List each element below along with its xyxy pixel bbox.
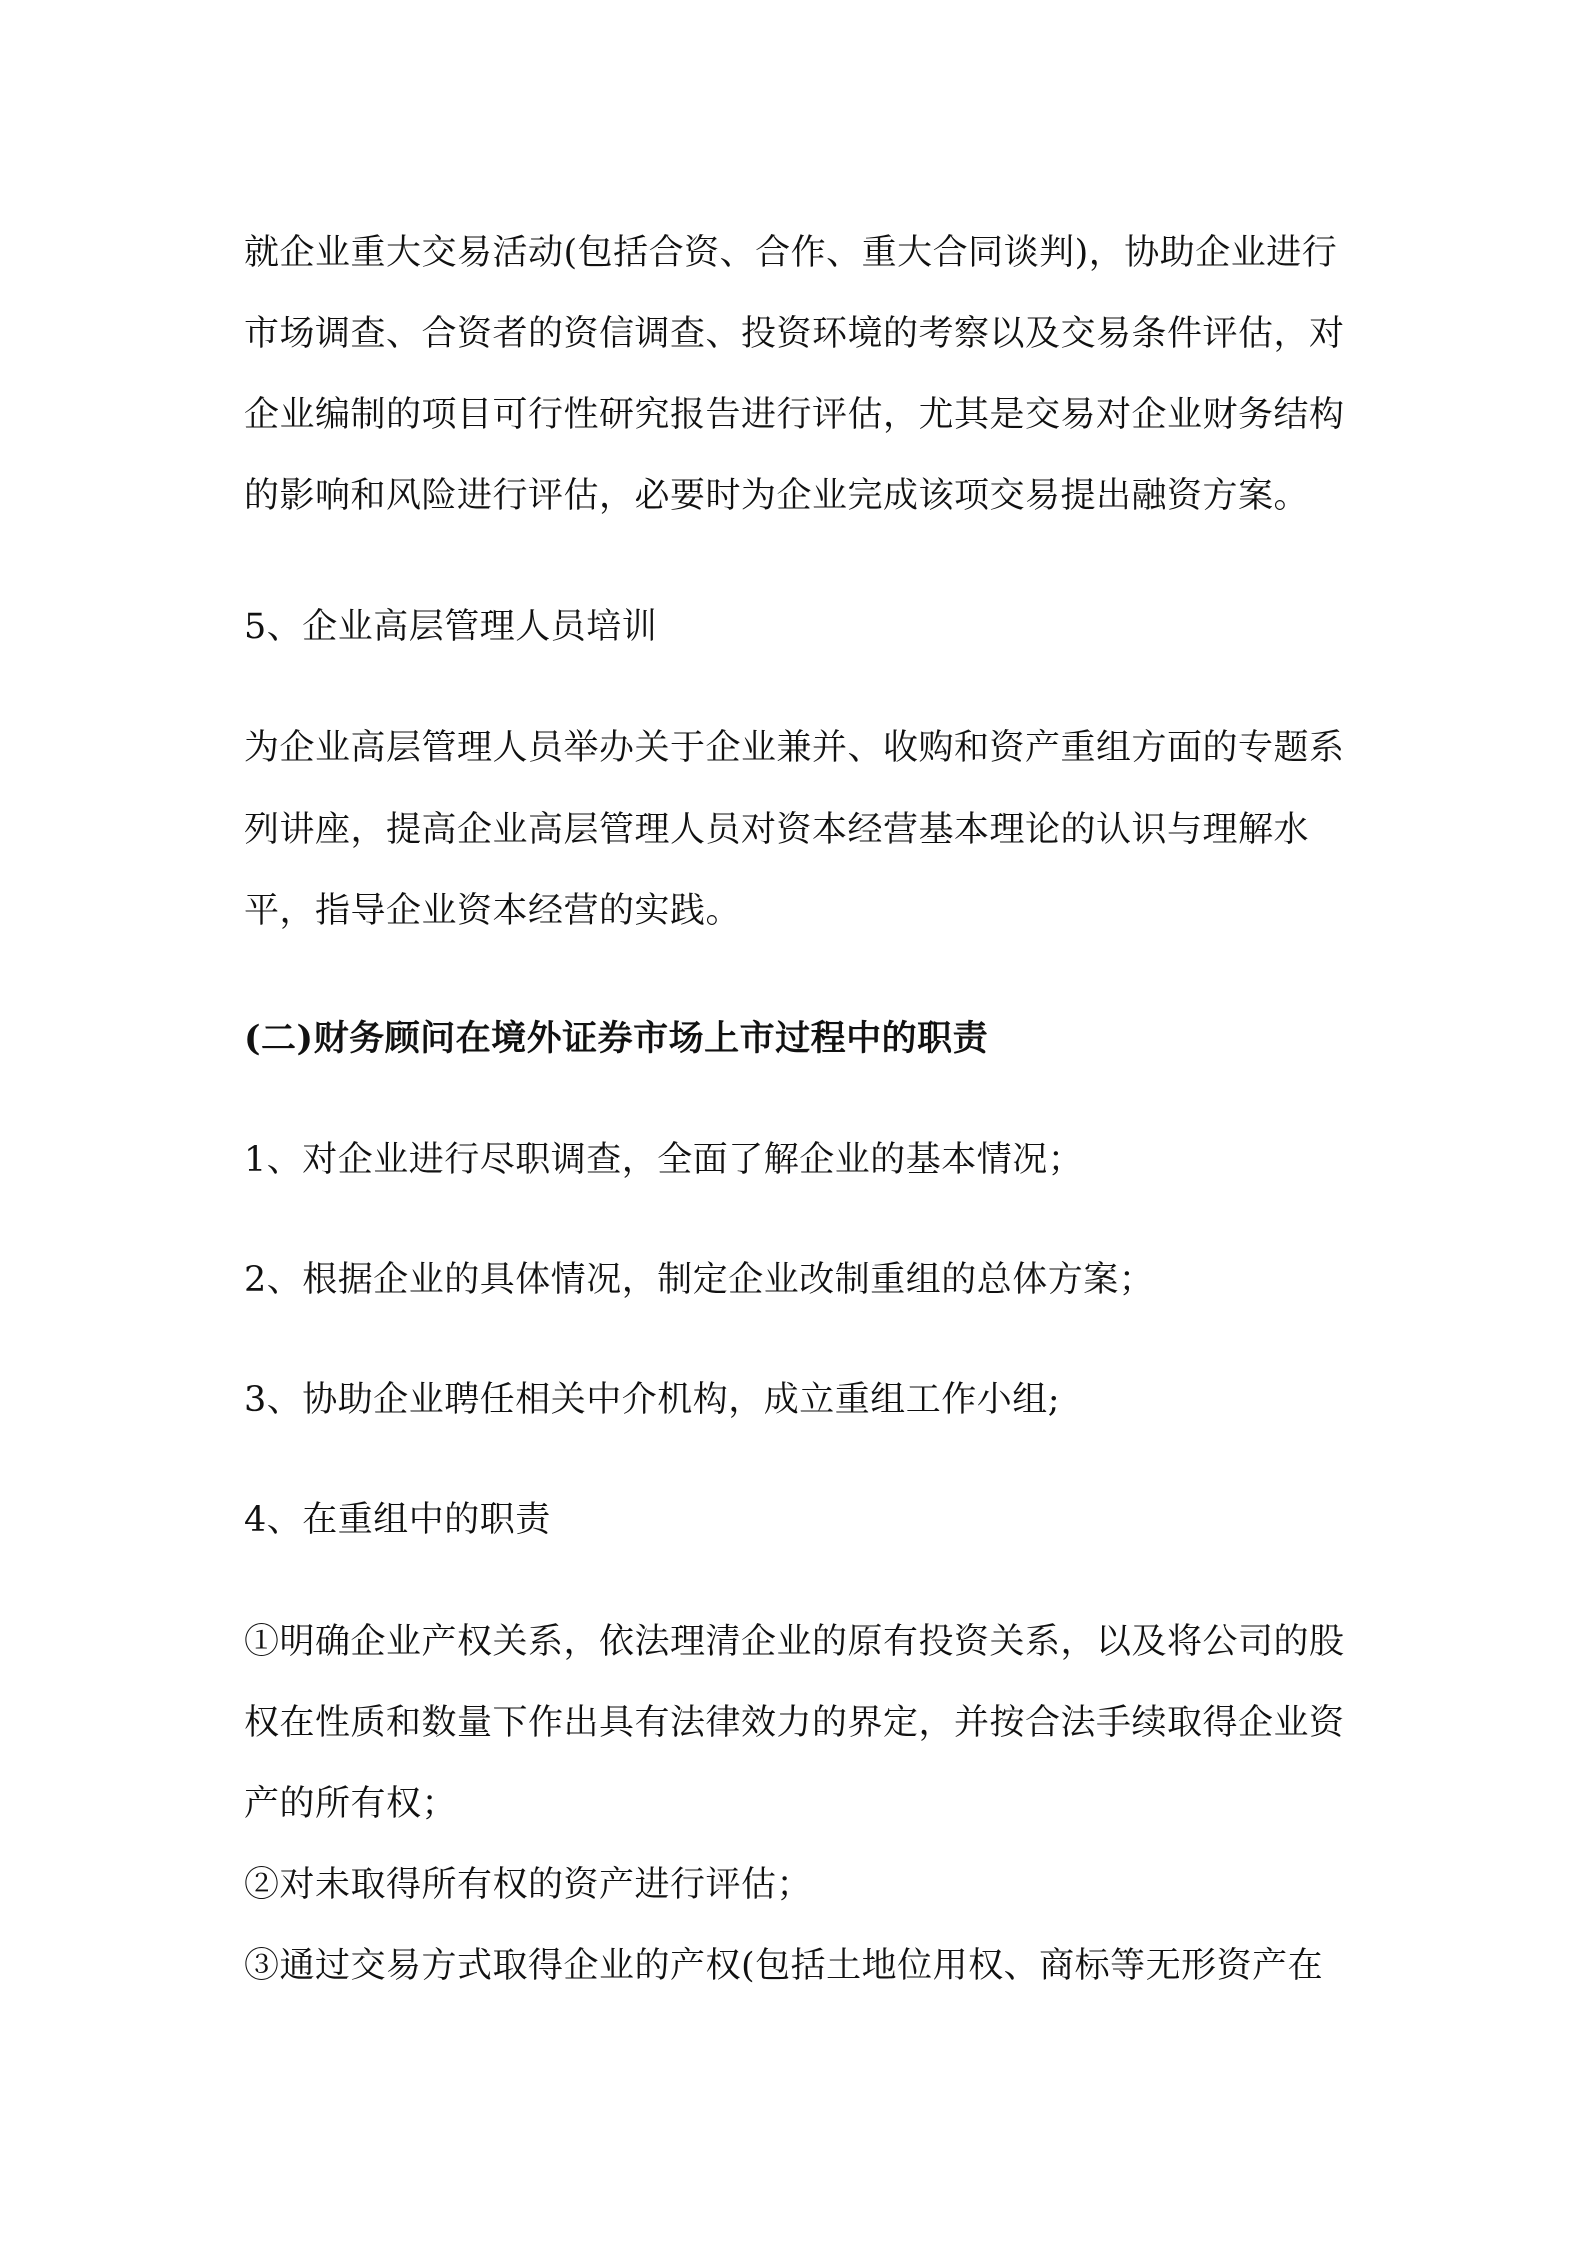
- section-heading: (二)财务顾问在境外证券市场上市过程中的职责: [244, 1018, 989, 1059]
- list-item: 4、在重组中的职责: [244, 1500, 551, 1540]
- sub-item-line: 产的所有权；: [244, 1784, 458, 1824]
- sub-item-line: ③通过交易方式取得企业的产权(包括土地位用权、商标等无形资产在: [244, 1946, 1324, 1986]
- list-item: 2、根据企业的具体情况，制定企业改制重组的总体方案；: [244, 1260, 1155, 1300]
- list-item: 1、对企业进行尽职调查，全面了解企业的基本情况；: [244, 1140, 1084, 1180]
- sub-item-line: 权在性质和数量下作出具有法律效力的界定，并按合法手续取得企业资: [244, 1703, 1345, 1743]
- paragraph-line: 就企业重大交易活动(包括合资、合作、重大合同谈判)，协助企业进行: [244, 233, 1338, 273]
- paragraph-line: 市场调查、合资者的资信调查、投资环境的考察以及交易条件评估，对: [244, 314, 1345, 354]
- list-item: 3、协助企业聘任相关中介机构，成立重组工作小组;: [244, 1380, 1061, 1420]
- paragraph-line: 企业编制的项目可行性研究报告进行评估，尤其是交易对企业财务结构: [244, 395, 1345, 435]
- numbered-heading: 5、企业高层管理人员培训: [244, 607, 658, 647]
- paragraph-line: 的影响和风险进行评估，必要时为企业完成该项交易提出融资方案。: [244, 476, 1310, 516]
- paragraph-line: 为企业高层管理人员举办关于企业兼并、收购和资产重组方面的专题系: [244, 728, 1345, 768]
- sub-item-line: ②对未取得所有权的资产进行评估；: [244, 1865, 813, 1905]
- paragraph-line: 平，指导企业资本经营的实践。: [244, 891, 742, 931]
- paragraph-line: 列讲座，提高企业高层管理人员对资本经营基本理论的认识与理解水: [244, 810, 1310, 850]
- sub-item-line: ①明确企业产权关系，依法理清企业的原有投资关系，以及将公司的股: [244, 1622, 1345, 1662]
